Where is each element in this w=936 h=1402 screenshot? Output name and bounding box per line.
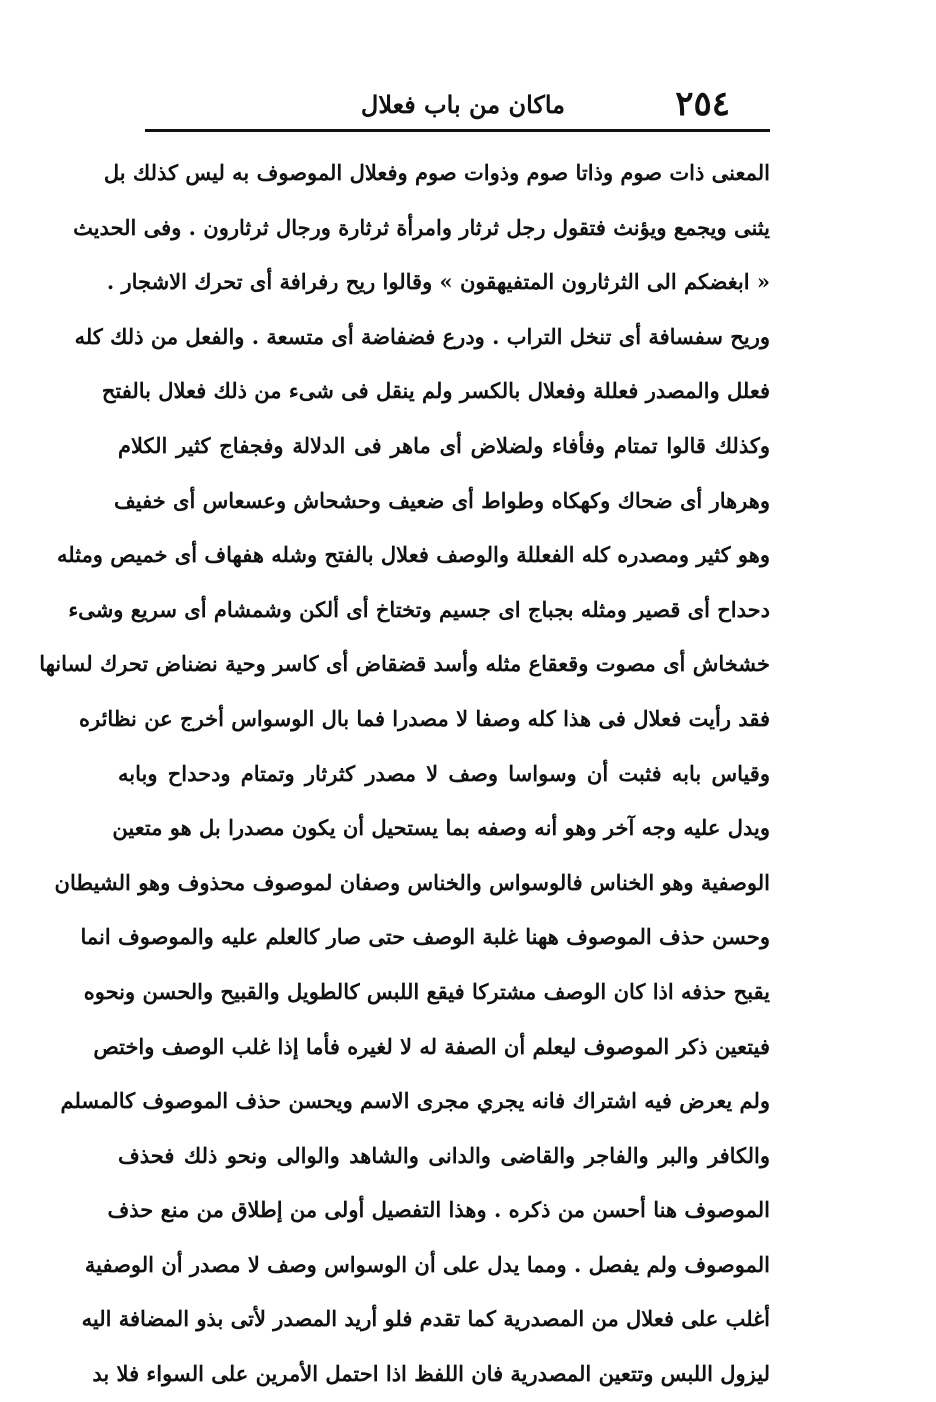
text-line: وهرهار أى ضحاك وكهكاه وطواط أى ضعيف وحشحاش وعسعاس أى خفيف [114,487,770,513]
text-line: يثنى ويجمع ويؤنث فتقول رجل ثرثار وامرأة ثرثارة ورجال ثرثارون . وفى الحديث [73,214,770,240]
text-line: الوصفية وهو الخناس فالوسواس والخناس وصفان لموصوف محذوف وهو الشيطان [54,869,770,895]
text-line: والكافر والبر والفاجر والقاضى والدانى والشاهد والوالى ونحو ذلك فحذف [118,1142,770,1168]
page-number: ٢٥٤ [675,84,730,124]
text-line: وحسن حذف الموصوف ههنا غلبة الوصف حتى صار كالعلم عليه والموصوف انما [80,924,770,950]
text-line: الموصوف ولم يفصل . ومما يدل على أن الوسواس وصف لا مصدر أن الوصفية [84,1251,770,1277]
text-line: الموصوف هنا أحسن من ذكره . وهذا التفصيل أولى من إطلاق من منع حذف [107,1197,770,1223]
text-line: دحداح أى قصير ومثله بجباج اى جسيم وتختاخ أى ألكن وشمشام أى سريع وشىء [68,596,770,622]
text-line: المعنى ذات صوم وذاتا صوم وذوات صوم وفعلال الموصوف به ليس كذلك بل [103,160,770,185]
text-line: خشخاش أى مصوت وقعقاع مثله وأسد قضقاض أى كاسر وحية نضناض تحرك لسانها [39,651,770,677]
text-line: ولم يعرض فيه اشتراك فانه يجري مجرى الاسم ويحسن حذف الموصوف كالمسلم [60,1088,770,1114]
text-line: فيتعين ذكر الموصوف ليعلم أن الصفة له لا لغيره فأما إذا غلب الوصف واختص [93,1033,770,1059]
text-line: وكذلك قالوا تمتام وفأفاء ولضلاض أى ماهر فى الدلالة وفجفاج كثير الكلام [118,432,770,458]
running-title: ماكان من باب فعلال [360,90,565,119]
text-line: وريح سفسافة أى تنخل التراب . ودرع فضفاضة أى متسعة . والفعل من ذلك كله [74,323,770,349]
header-rule [145,129,770,132]
text-line: أغلب على فعلال من المصدرية كما تقدم فلو أريد المصدر لأتى بذو المضافة اليه [81,1306,770,1332]
text-line: ويدل عليه وجه آخر وهو أنه وصفه بما يستحيل أن يكون مصدرا بل هو متعين [112,815,770,841]
text-line: فعلل والمصدر فعللة وفعلال بالكسر ولم ينقل فى شىء من ذلك فعلال بالفتح [101,378,770,404]
text-line: وهو كثير ومصدره كله الفعللة والوصف فعلال بالفتح وشله هفهاف أى خميص ومثله [57,542,770,568]
page-header [145,82,770,126]
text-line: يقبح حذفه اذا كان الوصف مشتركا فيقع اللبس كالطويل والقبيح والحسن ونحوه [83,978,770,1004]
text-line: « ابغضكم الى الثرثارون المتفيهقون » وقالوا ريح رفرافة أى تحرك الاشجار . [106,269,770,295]
body-text [39,146,770,1402]
text-line: فقد رأيت فعلال فى هذا كله وصفا لا مصدرا فما بال الوسواس أخرج عن نظائره [78,705,770,731]
text-line: ليزول اللبس وتتعين المصدرية فان اللفظ اذا احتمل الأمرين على السواء فلا بد [92,1361,770,1387]
text-line: وقياس بابه فثبت أن وسواسا وصف لا مصدر كثرثار وتمتام ودحداح وبابه [118,760,770,786]
